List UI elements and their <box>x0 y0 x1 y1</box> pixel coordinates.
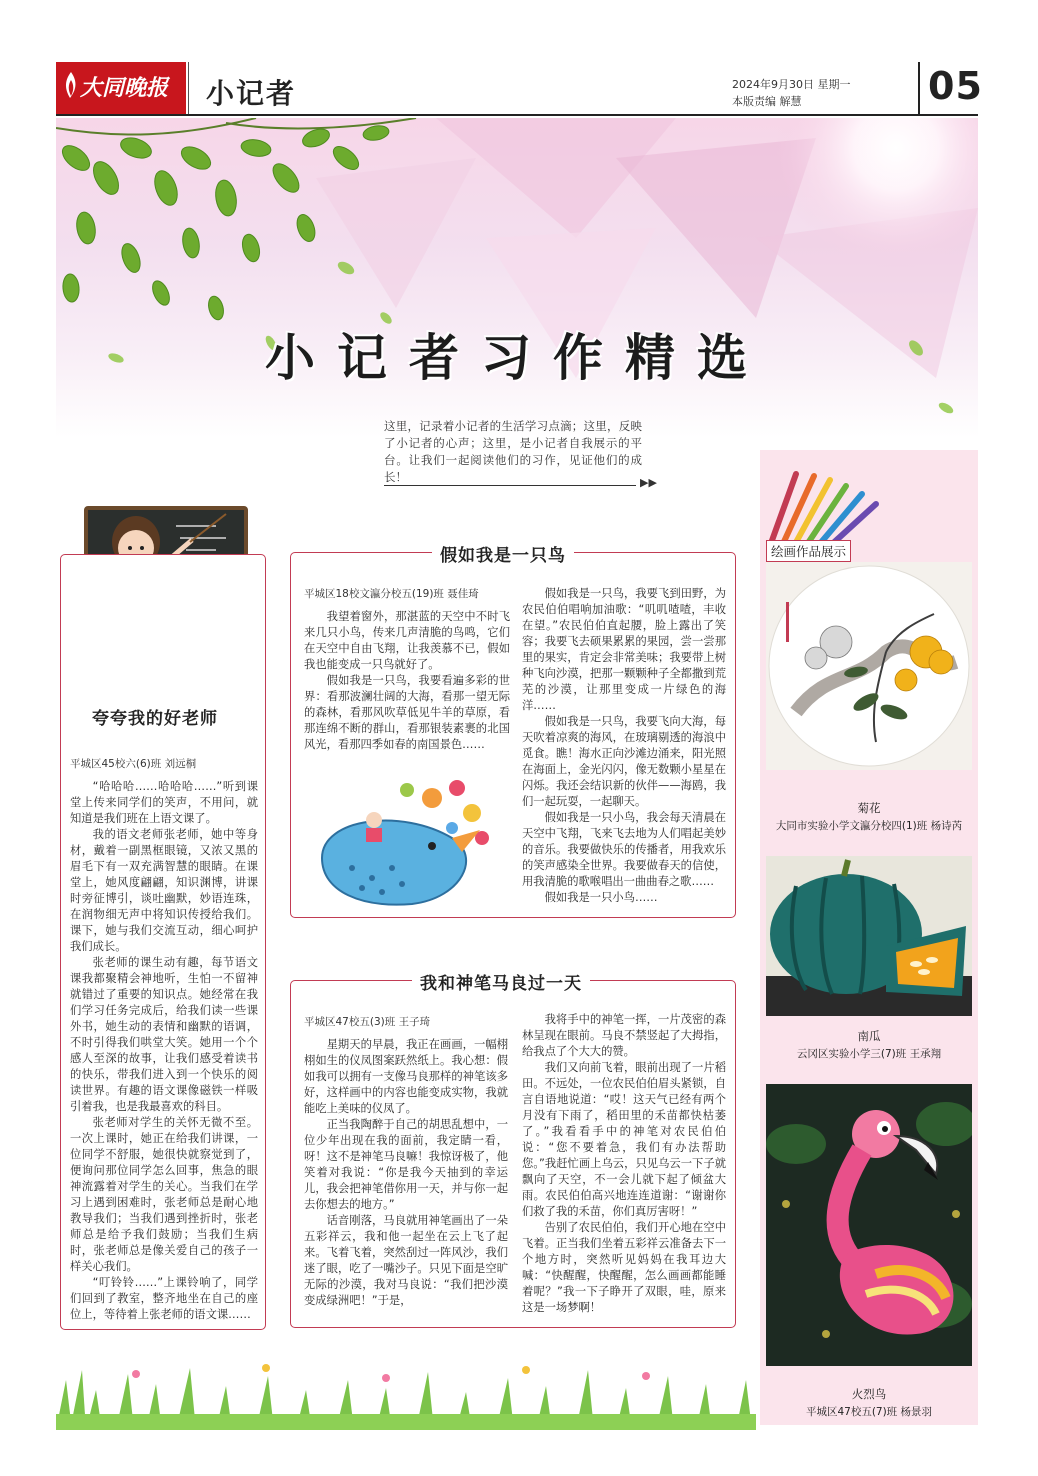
art-credit: 平城区47校五(7)班 杨景羽 <box>805 1406 933 1418</box>
article-pen-paragraph: 我将手中的神笔一挥，一片茂密的森林呈现在眼前。马良不禁竖起了大拇指，给我点了个大大的赞。 <box>522 1013 726 1058</box>
article-pen-paragraph: 话音刚落，马良就用神笔画出了一朵五彩祥云，我和他一起坐在云上飞了起来。飞着飞着，突然刮过一阵风沙，我们迷了眼，吃了一嘴沙子。只见下面是空旷无际的沙漠，我对马良说：“我们把沙漠变成绿洲吧！”于是， <box>304 1214 508 1307</box>
masthead-divider <box>188 62 189 114</box>
art-flamingo <box>766 1084 972 1366</box>
article-pen-byline: 平城区47校五(3)班 王子琦 <box>304 1016 431 1028</box>
article-bird-byline: 平城区18校文瀛分校五(19)班 聂佳琦 <box>304 588 479 600</box>
article-teacher-body <box>70 756 258 1324</box>
art-credit: 大同市实验小学文瀛分校四(1)班 杨诗芮 <box>775 820 963 832</box>
bird-illustration <box>302 768 502 914</box>
article-teacher-paragraph: 张老师的课生动有趣，每节语文课我都聚精会神地听，生怕一不留神就错过了重要的知识点。她经常在我们学习任务完成后，给我们读一些课外书，她生动的表情和幽默的语调，不时引得我们哄堂大笑。她用一个个感人至深的故事，让我们感受着读书的快乐，带我们进入到一个快乐的阅读世界。有趣的语文课像磁铁一样吸引着我，也是我最喜欢的科目。 <box>70 956 258 1113</box>
logo-flame-icon <box>62 70 80 100</box>
article-teacher-paragraph: 我的语文老师张老师，她中等身材，戴着一副黑框眼镜，又浓又黑的眉毛下有一双充满智慧的眼睛。在课堂上，她风度翩翩，知识渊博，讲课时旁征博引，谈吐幽默，妙语连珠，在润物细无声中将知识传授给我们。课下，她与我们交流互动，细心呵护我们成长。 <box>70 828 258 953</box>
article-bird-col-2 <box>522 586 726 906</box>
art-chrysanthemum <box>766 562 972 770</box>
article-bird-paragraph: 假如我是一只鸟，我要飞到田野，为农民伯伯唱响加油歌：“叽叽喳喳，丰收在望。”农民伯伯直起腰，脸上露出了笑容；我要飞去硕果累累的果园，尝一尝那里的果实，肯定会非常美味；我要带上树种飞向沙漠，把那一颗颗种子全都撒到荒芜的沙漠，让那里变成一片绿色的海洋…… <box>522 587 726 712</box>
intro-rule <box>384 485 636 486</box>
dateline <box>732 76 851 110</box>
article-pen-col-1 <box>304 1014 508 1322</box>
article-pen-paragraph: 星期天的早晨，我正在画画，一幅栩栩如生的仪凤图案跃然纸上。我心想：假如我可以拥有一支像马良那样的神笔该多好，这样画中的内容也能变成实物，我就能吃上美味的仪凤了。 <box>304 1038 508 1115</box>
gallery-label: 绘画作品展示 <box>766 540 851 562</box>
article-pen-paragraph: 正当我陶醉于自己的胡思乱想中，一位少年出现在我的面前，我定睛一看，呀！这不是神笔马良嘛！我惊讶极了，他笑着对我说：“你是我今天抽到的幸运儿，我会把神笔借你用一天，并与你一起去你想去的地方。” <box>304 1118 508 1211</box>
article-teacher-paragraph: “哈哈哈……哈哈哈……”听到课堂上传来同学们的笑声，不用问，就知道是我们班在上语文课了。 <box>70 780 258 825</box>
grass-decoration <box>56 1340 756 1430</box>
banner-title: 小记者习作精选 <box>265 328 769 387</box>
masthead <box>56 62 983 116</box>
article-teacher-byline: 平城区45校六(6)班 刘远桐 <box>70 758 197 770</box>
article-bird-paragraph: 假如我是一只小鸟…… <box>544 891 658 904</box>
flower-icon <box>132 1364 650 1389</box>
intro-text: 这里，记录着小记者的生活学习点滴；这里，反映了小记者的心声；这里，是小记者自我展示的平台。让我们一起阅读他们的习作，见证他们的成长！ <box>384 419 642 484</box>
article-bird-paragraph: 假如我是一只鸟，我要看遍多彩的世界：看那波澜壮阔的大海，看那一望无际的森林，看那风吹草低见牛羊的草原，看那连绵不断的群山，看那银装素裹的北国风光，看那四季如春的南国景色…… <box>304 674 510 751</box>
issue-date: 2024年9月30日 星期一 <box>732 78 851 91</box>
article-pen-col-2 <box>522 1012 726 1322</box>
article-bird-paragraph: 我望着窗外，那湛蓝的天空中不时飞来几只小鸟，传来几声清脆的鸟鸣，它们在天空中自由飞翔，让我羡慕不已，假如我也能变成一只鸟就好了。 <box>304 610 510 671</box>
crayons-icon <box>766 470 886 550</box>
article-bird-paragraph: 假如我是一只鸟，我要飞向大海，每天吹着凉爽的海风，在玻璃剔透的海浪中觅食。瞧！海水正向沙滩边涌来，阳光照在海面上，金光闪闪，像无数颗小星星在闪烁。我还会结识新的伙伴——海鸥，我们一起玩耍，一起聊天。 <box>522 715 726 808</box>
banner <box>56 118 978 438</box>
article-teacher-title: 夸夸我的好老师 <box>84 704 226 729</box>
art-title: 菊花 <box>857 801 881 815</box>
article-pen-paragraph: 告别了农民伯伯，我们开心地在空中飞着。正当我们坐着五彩祥云准备去下一个地方时，突然听见妈妈在我耳边大喊：“快醒醒，快醒醒，怎么画画都能睡着呢？”我一下子睁开了双眼，哇，原来这是一场梦啊！ <box>522 1221 726 1314</box>
page-number-rule <box>918 62 920 114</box>
article-bird-col-1 <box>304 586 510 766</box>
art-pumpkin <box>766 856 972 1016</box>
article-bird-title: 假如我是一只鸟 <box>432 541 574 566</box>
article-teacher-paragraph: 张老师对学生的关怀无微不至。一次上课时，她正在给我们讲课，一位同学不舒服，她很快就察觉到了，便询问那位同学怎么回事，焦急的眼神流露着对学生的关心。当我们在学习上遇到困难时，张老师总是耐心地教导我们；当我们遇到挫折时，张老师总是给予我们鼓励；当我们生病时，张老师总是像关爱自己的孩子一样关心我们。 <box>70 1116 258 1273</box>
page-number: 05 <box>928 64 983 108</box>
art-title: 火烈鸟 <box>851 1387 887 1401</box>
section-name: 小记者 <box>206 77 297 110</box>
page-editor: 本版责编 解慧 <box>732 95 802 108</box>
art-credit: 云冈区实验小学三(7)班 王承翔 <box>796 1048 942 1060</box>
art-title: 南瓜 <box>857 1029 881 1043</box>
article-bird-paragraph: 假如我是一只小鸟，我会每天清晨在天空中飞翔，飞来飞去地为人们唱起美妙的音乐。我要做快乐的传播者，用我欢乐的笑声感染全世界。我要做春天的信使，用我清脆的歌喉唱出一曲曲春之歌…… <box>522 811 726 888</box>
article-pen-title: 我和神笔马良过一天 <box>412 969 590 994</box>
logo-text: 大同晚报 <box>80 75 169 101</box>
masthead-rule <box>56 114 978 116</box>
art-gallery <box>760 450 978 1425</box>
banner-illustration <box>56 118 978 438</box>
newspaper-logo <box>56 62 186 114</box>
intro-arrows: ▶▶ <box>640 476 657 489</box>
article-pen-paragraph: 我们又向前飞着，眼前出现了一片稻田。不远处，一位农民伯伯眉头紧锁，自言自语地说道：“哎！这天气已经有两个月没有下雨了，稻田里的禾苗都快枯萎了。”我看看手中的神笔对农民伯伯说：“您不要着急，我们有办法帮助您。”我赶忙画上乌云，只见乌云一下子就飘向了天空，不一会儿就下起了倾盆大雨。农民伯伯高兴地连连道谢：“谢谢你们救了我的禾苗，你们真厉害呀！” <box>522 1061 726 1218</box>
article-teacher-paragraph: “叮铃铃……”上课铃响了，同学们回到了教室，整齐地坐在自己的座位上，等待着上张老师的语文课…… <box>70 1276 258 1321</box>
